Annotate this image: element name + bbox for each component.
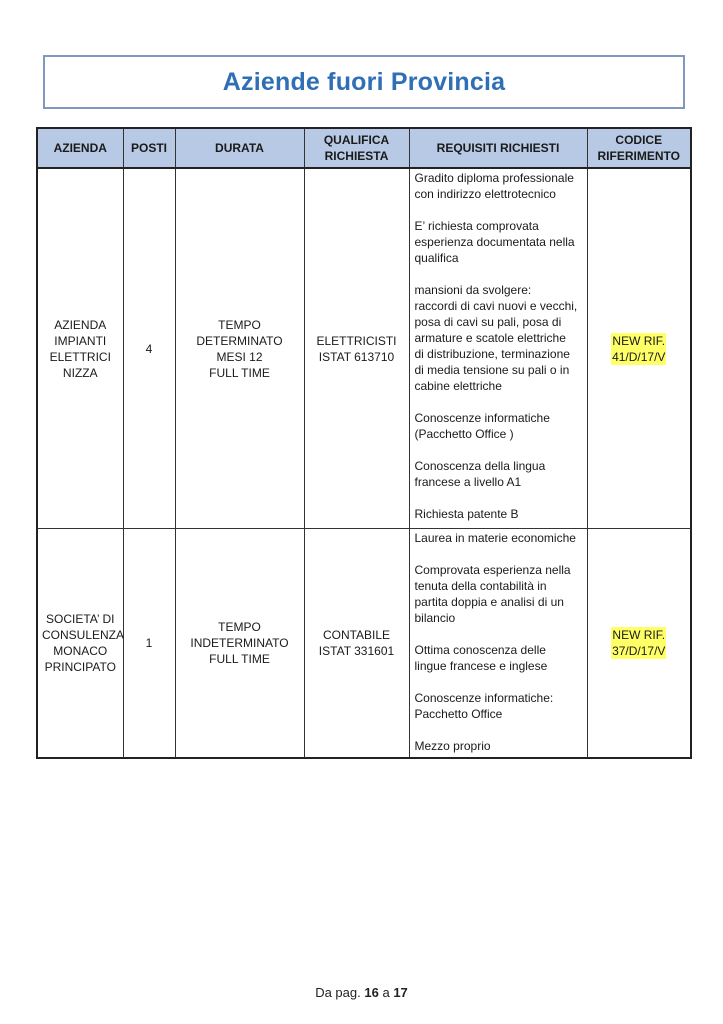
header-requisiti: REQUISITI RICHIESTI: [409, 128, 587, 168]
page-title: Aziende fuori Provincia: [222, 67, 506, 96]
header-qualifica: QUALIFICA RICHIESTA: [304, 128, 409, 168]
footer-separator: a: [382, 985, 390, 1000]
cell-qualifica: CONTABILE ISTAT 331601: [304, 529, 409, 759]
table-row: [37, 168, 691, 529]
footer-total-pages: 17: [393, 985, 408, 1000]
header-codice: CODICE RIFERIMENTO: [587, 128, 691, 168]
footer-prefix: Da pag.: [315, 985, 361, 1000]
cell-codice: [587, 529, 691, 759]
reference-code-highlight: 41/D/17/V: [612, 349, 666, 364]
cell-posti: 1: [123, 529, 175, 759]
reference-code-highlight: NEW RIF.: [612, 628, 666, 642]
cell-azienda: SOCIETA’ DI CONSULENZA MONACO PRINCIPATO: [37, 529, 123, 759]
cell-durata: TEMPO INDETERMINATO FULL TIME: [175, 529, 304, 759]
cell-requisiti: Gradito diploma professionale con indirizzo elettrotecnico E’ richiesta comprovata esperienza documentata nella qualifica mansioni da svolgere: raccordi di cavi nuovi e vecchi, posa di cavi su pali, posa di armature e scatole elettriche di distribuzione, terminazione di media tensione su pali o in cabine elettriche Conoscenze informatiche (Pacchetto Office ) Conoscenza della lingua francese a livello A1 Richiesta patente B: [409, 168, 587, 529]
title-box: [43, 55, 685, 109]
table-row: [37, 529, 691, 759]
table-header-row: [37, 128, 691, 168]
page-footer: [0, 985, 723, 1000]
cell-azienda: AZIENDA IMPIANTI ELETTRICI NIZZA: [37, 168, 123, 529]
reference-code-highlight: 37/D/17/V: [612, 644, 666, 658]
job-listings-table: [36, 127, 692, 759]
cell-requisiti: Laurea in materie economiche Comprovata esperienza nella tenuta della contabilità in partita doppia e analisi di un bilancio Ottima conoscenza delle lingue francese e inglese Conoscenze informatiche: Pacchetto Office Mezzo proprio: [409, 529, 587, 759]
cell-codice: [587, 168, 691, 529]
reference-code-highlight: NEW RIF.: [612, 333, 666, 348]
header-posti: POSTI: [123, 128, 175, 168]
cell-qualifica: ELETTRICISTI ISTAT 613710: [304, 168, 409, 529]
footer-page-number: 16: [364, 985, 379, 1000]
cell-posti: 4: [123, 168, 175, 529]
cell-durata: TEMPO DETERMINATO MESI 12 FULL TIME: [175, 168, 304, 529]
header-durata: DURATA: [175, 128, 304, 168]
header-azienda: AZIENDA: [37, 128, 123, 168]
